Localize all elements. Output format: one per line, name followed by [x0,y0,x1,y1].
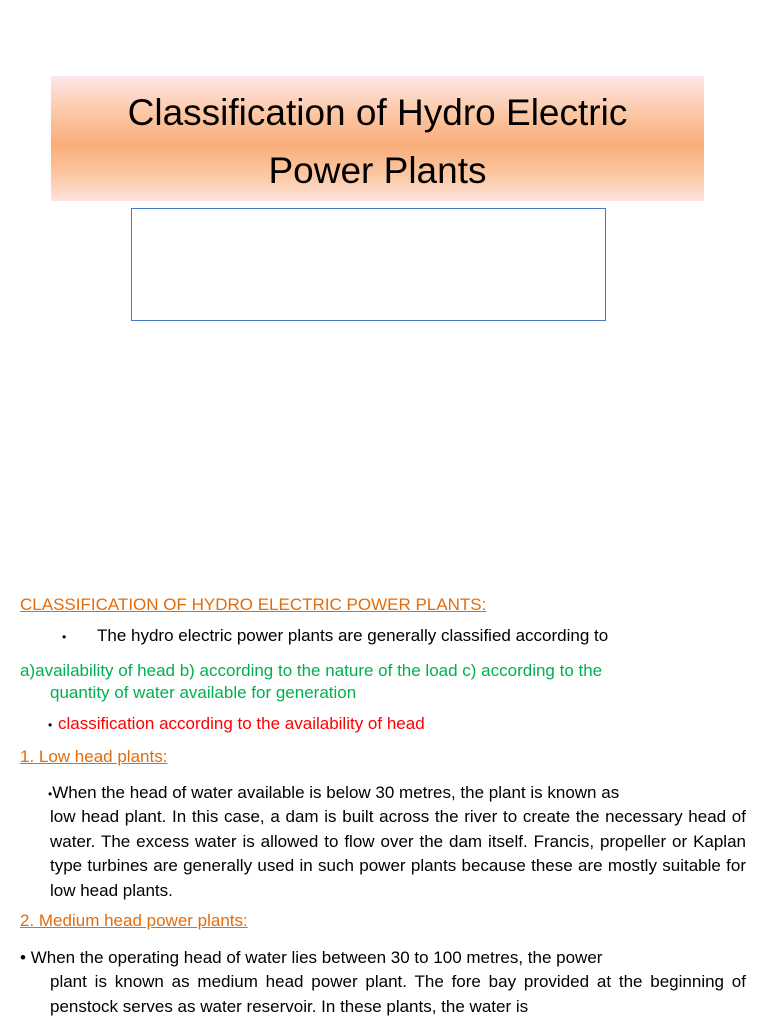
medium-head-bullet: • [20,948,26,967]
categories-line-1: a)availability of head b) according to the nature of the load c) according to the [20,661,603,680]
categories-line-2: quantity of water available for generation [50,683,357,702]
title-line-2: Power Plants [268,150,487,191]
low-head-heading: 1. Low head plants: [20,747,168,766]
low-head-first-text: When the head of water available is below 30 metres, the plant is known as [52,783,620,802]
medium-head-heading: 2. Medium head power plants: [20,911,248,930]
sub-bullet-text: classification according to the availability of head [58,714,425,733]
low-head-body: low head plant. In this case, a dam is built across the river to create the necessary head of water. The excess water is allowed to flow over the dam itself. Francis, propeller or Kaplan type turbines are generally used in such power plants because these are mostly suitable for low head plants. [50,807,746,900]
intro-bullet-text: The hydro electric power plants are generally classified according to [97,626,609,645]
low-head-bullet: • [48,787,53,801]
title-line-1: Classification of Hydro Electric [127,92,628,133]
section-heading: CLASSIFICATION OF HYDRO ELECTRIC POWER PLANTS: [20,595,487,614]
empty-text-box [131,208,606,321]
title-banner [51,76,704,201]
intro-bullet-dot: • [62,630,67,644]
medium-head-first-text: When the operating head of water lies between 30 to 100 metres, the power [30,948,603,967]
medium-head-first-line [20,946,746,971]
low-head-first-line [48,781,746,807]
medium-head-body: plant is known as medium head power plant. The fore bay provided at the beginning of penstock serves as water reservoir. In these plants, the water is [50,972,746,1016]
sub-bullet-dot: • [48,718,53,732]
